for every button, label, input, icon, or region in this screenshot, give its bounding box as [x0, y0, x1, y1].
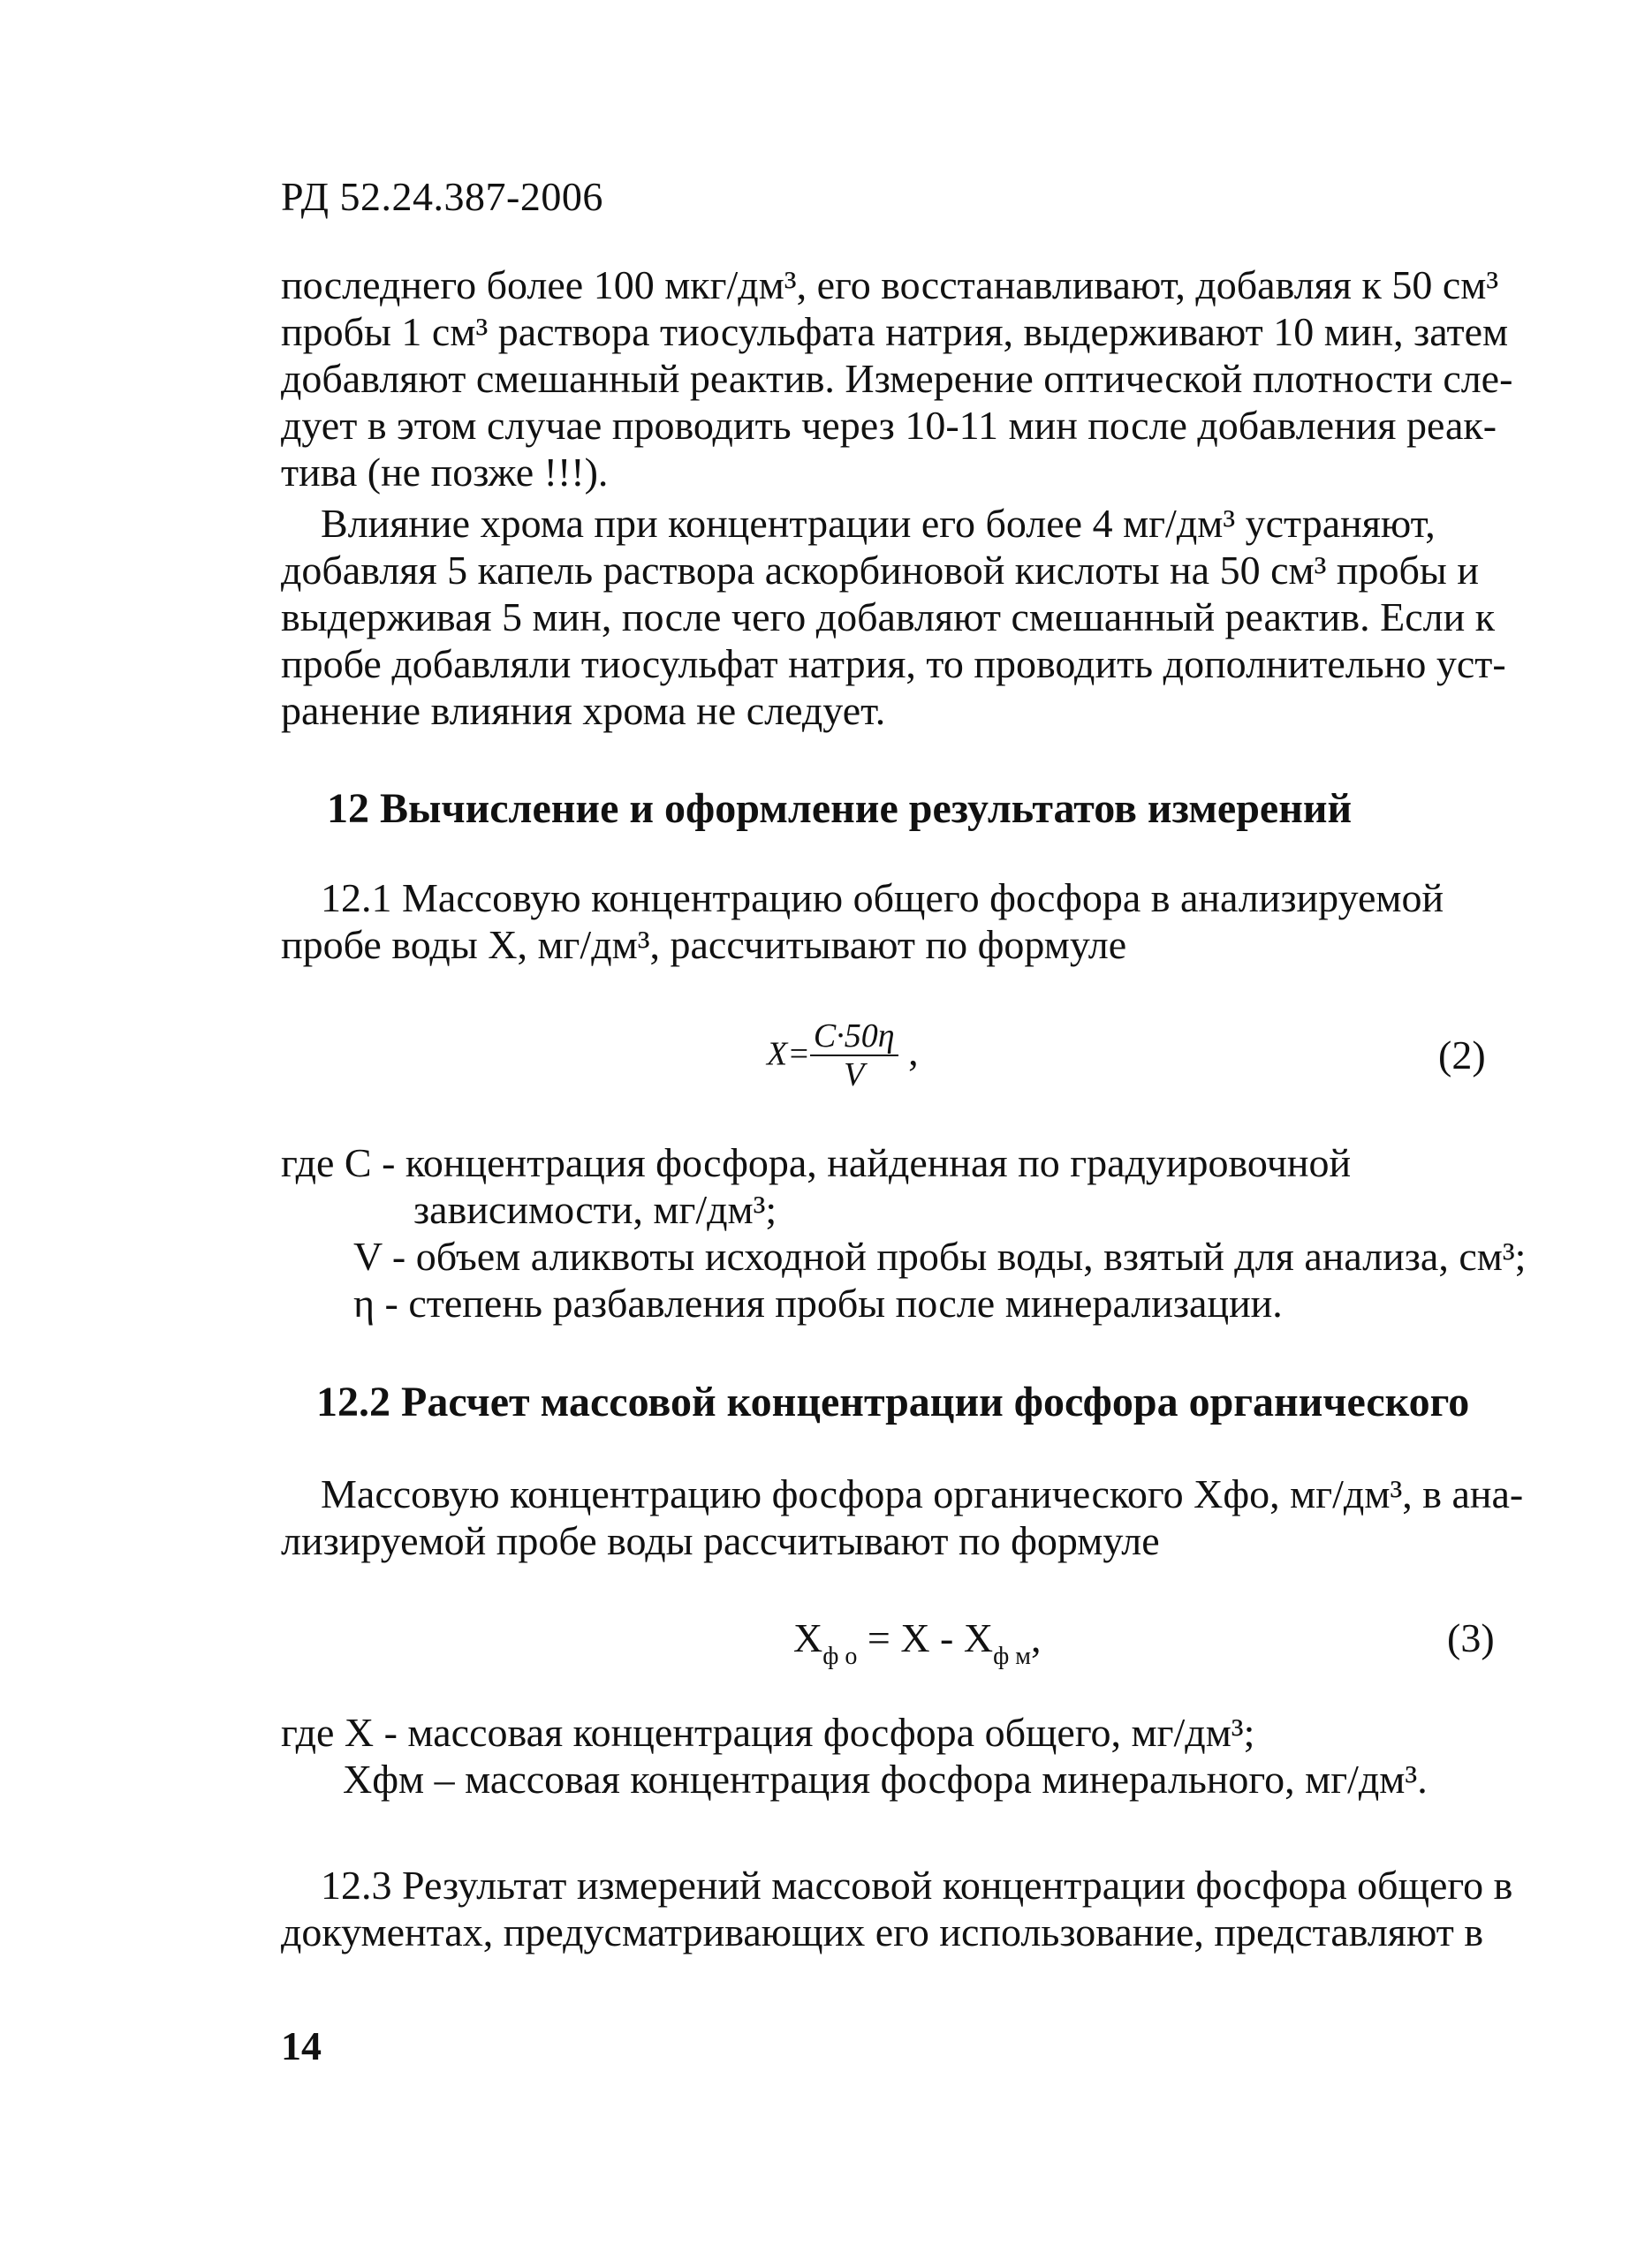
formula-2-definitions [281, 1139, 1526, 1327]
equation-number-2: (2) [1438, 1032, 1486, 1077]
document-code-header: РД 52.24.387-2006 [281, 174, 603, 219]
paragraph-12-2 [281, 1470, 1544, 1564]
text-line: Влияние хрома при концентрации его более 4 мг/дм³ устраняют, [321, 501, 1436, 546]
formula-fraction [810, 1017, 898, 1093]
definition-line: V - объем аликвоты исходной пробы воды, взятый для анализа, см³; [353, 1234, 1527, 1279]
text-line: выдерживая 5 мин, после чего добавляют смешанный реактив. Если к [281, 594, 1496, 639]
fraction-denominator: V [844, 1056, 865, 1093]
section-heading-12-2: 12.2 Расчет массовой концентрации фосфора органического [316, 1379, 1470, 1425]
text-line: лизируемой пробе воды рассчитывают по формуле [281, 1518, 1160, 1563]
formula-sub: ф м [993, 1643, 1031, 1671]
text-line: 12.1 Массовую концентрацию общего фосфора в анализируемой [321, 875, 1444, 920]
text-line: добавляют смешанный реактив. Измерение оптической плотности сле- [281, 356, 1513, 401]
paragraph-12-3 [281, 1862, 1544, 1955]
text-line: дует в этом случае проводить через 10-11 мин после добавления реак- [281, 403, 1497, 448]
definition-line: η - степень разбавления пробы после минерализации. [353, 1281, 1283, 1326]
text-line: Массовую концентрацию фосфора органического Xфо, мг/дм³, в ана- [321, 1471, 1524, 1516]
text-line: последнего более 100 мкг/дм³, его восстанавливают, добавляя к 50 см³ [281, 262, 1499, 307]
paragraph-12-1 [281, 874, 1544, 968]
text-line: документах, предусматривающих его использование, представляют в [281, 1909, 1484, 1954]
text-line: пробе воды X, мг/дм³, рассчитывают по формуле [281, 922, 1127, 967]
text-line: добавляя 5 капель раствора аскорбиновой кислоты на 50 см³ пробы и [281, 548, 1479, 593]
formula-sub: ф о [822, 1643, 858, 1671]
text-line: пробы 1 см³ раствора тиосульфата натрия, выдерживают 10 мин, затем [281, 309, 1509, 354]
definition-line: Xфм – массовая концентрация фосфора минерального, мг/дм³. [343, 1757, 1428, 1802]
definition-line: где X - массовая концентрация фосфора общего, мг/дм³; [281, 1710, 1255, 1755]
formula-3-definitions [281, 1709, 1428, 1803]
definition-line: зависимости, мг/дм³; [413, 1187, 777, 1232]
definition-line: где C - концентрация фосфора, найденная по градуировочной [281, 1140, 1352, 1185]
fraction-numerator: C·50η [810, 1017, 898, 1056]
formula-comma: , [908, 1028, 919, 1074]
formula-x: X [793, 1615, 823, 1660]
formula-middle: = X - X [857, 1615, 994, 1660]
formula-lhs: X= [767, 1035, 810, 1073]
text-line: тива (не позже !!!). [281, 450, 609, 495]
formula-2 [767, 1017, 919, 1093]
text-line: 12.3 Результат измерений массовой концентрации фосфора общего в [321, 1863, 1513, 1908]
page-number: 14 [281, 2023, 322, 2068]
paragraph-chromium-influence [281, 500, 1544, 734]
text-line: ранение влияния хрома не следует. [281, 688, 886, 733]
formula-3 [793, 1614, 1042, 1671]
equation-number-3: (3) [1447, 1615, 1495, 1660]
text-line: пробе добавляли тиосульфат натрия, то проводить дополнительно уст- [281, 641, 1506, 686]
formula-comma: , [1030, 1615, 1042, 1660]
paragraph-sulfite-reduction [281, 261, 1544, 495]
section-heading-12: 12 Вычисление и оформление результатов измерений [327, 785, 1353, 832]
